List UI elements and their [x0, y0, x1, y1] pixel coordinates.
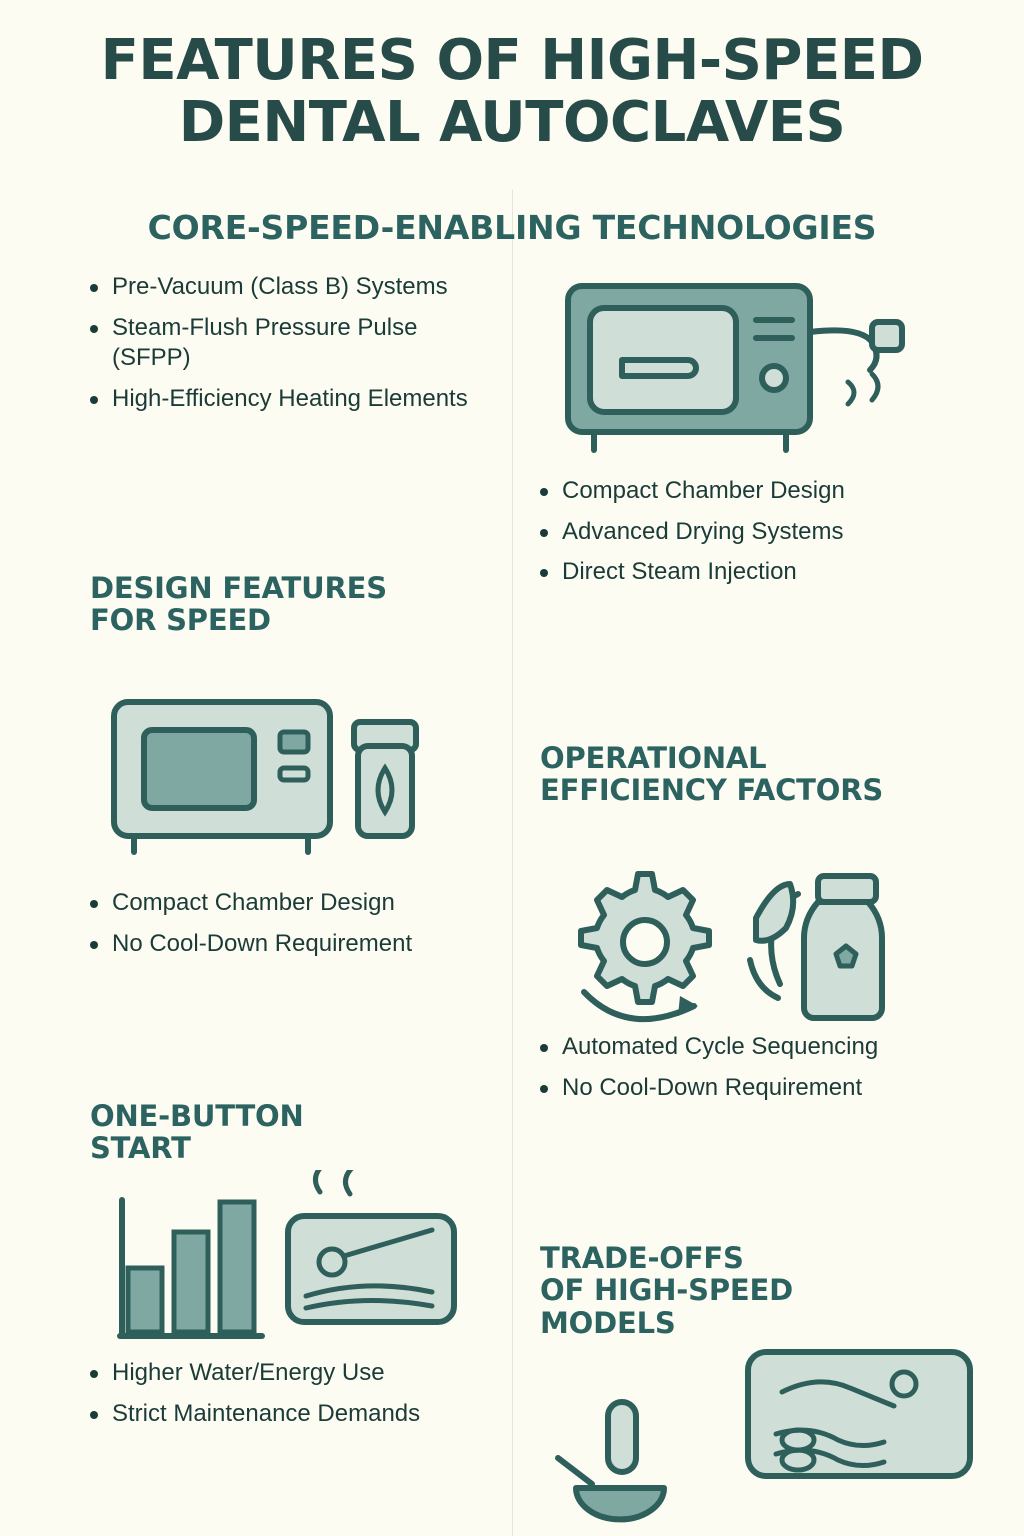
page-title-line2: DENTAL AUTOCLAVES — [178, 89, 846, 155]
list-item: Strict Maintenance Demands — [78, 1399, 508, 1430]
list-item: Advanced Drying Systems — [528, 517, 968, 548]
operational-efficiency-heading-line1: OPERATIONAL — [540, 741, 767, 775]
design-features-heading — [90, 572, 490, 637]
tradeoffs-heading — [540, 1242, 880, 1339]
list-item: Steam-Flush Pressure Pulse (SFPP) — [78, 313, 498, 374]
list-item: High-Efficiency Heating Elements — [78, 384, 498, 415]
handpiece-icon — [546, 1392, 726, 1532]
gear-with-arrow-and-spray-bottle-icon — [560, 850, 940, 1050]
operational-efficiency-list — [528, 1032, 968, 1113]
subtitle: CORE-SPEED-ENABLING TECHNOLOGIES — [147, 208, 877, 247]
autoclave-with-hose-icon — [560, 268, 940, 468]
operational-efficiency-heading-line2: EFFICIENCY FACTORS — [540, 773, 884, 808]
design-features-list — [78, 888, 498, 969]
one-button-start-list — [78, 1358, 508, 1439]
list-item: No Cool-Down Requirement — [78, 929, 498, 960]
one-button-start-heading — [90, 1100, 420, 1165]
operational-efficiency-heading — [540, 742, 990, 807]
tradeoffs-heading-line3: MODELS — [540, 1305, 676, 1340]
list-item: Pre-Vacuum (Class B) Systems — [78, 272, 498, 303]
autoclave-with-vial-icon — [108, 680, 448, 860]
bar-chart-and-instrument-tray-icon — [110, 1170, 470, 1360]
list-item: Compact Chamber Design — [78, 888, 498, 919]
list-item: Automated Cycle Sequencing — [528, 1032, 968, 1063]
tradeoffs-heading-line1: TRADE-OFFS — [540, 1241, 744, 1275]
design-features-heading-line1: DESIGN FEATURES — [90, 571, 387, 605]
list-item: Direct Steam Injection — [528, 557, 968, 588]
tradeoffs-heading-line2: OF HIGH-SPEED — [540, 1273, 793, 1308]
column-divider — [512, 190, 513, 1536]
page-title-line1: FEATURES OF HIGH-SPEED — [100, 28, 924, 93]
one-button-start-heading-line2: START — [90, 1131, 191, 1166]
list-item: Higher Water/Energy Use — [78, 1358, 508, 1389]
core-technologies-list — [78, 272, 498, 425]
design-features-heading-line2: FOR SPEED — [90, 603, 271, 638]
page-title — [0, 30, 1024, 153]
list-item: Compact Chamber Design — [528, 476, 968, 507]
right-top-list — [528, 476, 968, 598]
one-button-start-heading-line1: ONE-BUTTON — [90, 1099, 304, 1133]
list-item: No Cool-Down Requirement — [528, 1073, 968, 1104]
instrument-tray-and-handpiece-icon — [728, 1338, 988, 1518]
